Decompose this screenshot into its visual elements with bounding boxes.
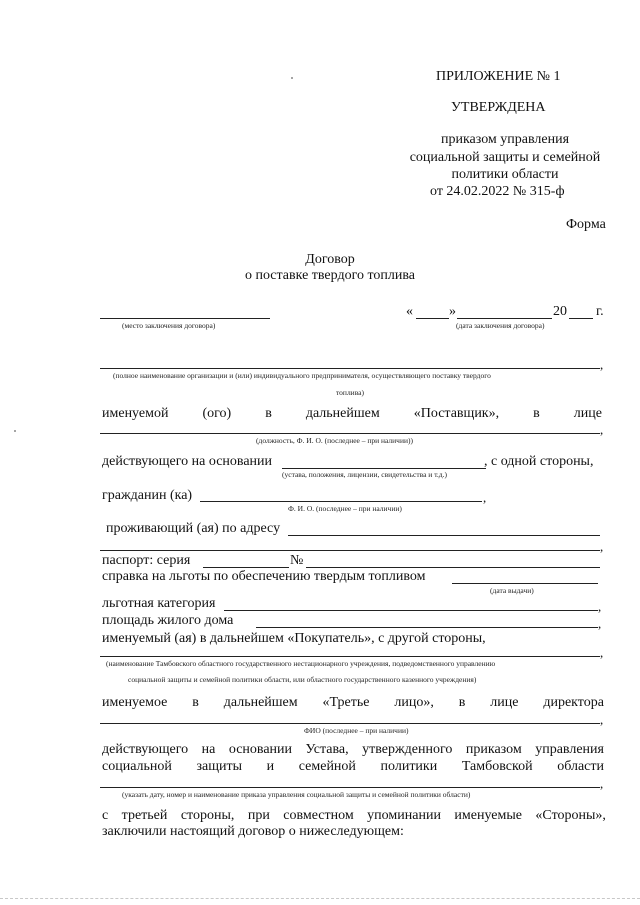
institution-line[interactable]: [100, 656, 600, 657]
comma: ,: [598, 599, 602, 614]
benefit-label: справка на льготы по обеспечению твердым топливом: [102, 569, 426, 584]
approved-label: УТВЕРЖДЕНА: [451, 100, 546, 115]
supplier-position-line[interactable]: [100, 433, 600, 434]
third-party-intro-line: [102, 695, 604, 711]
charter-line: [102, 742, 604, 758]
word: утвержденного: [362, 742, 453, 757]
appendix-number: ПРИЛОЖЕНИЕ № 1: [436, 69, 561, 84]
word: именуемое: [102, 695, 168, 710]
citizen-fio-line[interactable]: [200, 501, 482, 502]
word: семейной: [298, 759, 356, 774]
order-line-2: социальной защиты и семейной: [409, 150, 601, 165]
word: именуемые: [454, 808, 522, 823]
date-hint: (дата заключения договора): [456, 321, 545, 330]
passport-number-label: №: [290, 553, 304, 568]
one-side-text: , с одной стороны,: [484, 454, 594, 469]
order-details-line[interactable]: [100, 787, 600, 788]
address-line-1[interactable]: [288, 535, 600, 536]
scan-edge: [0, 898, 640, 899]
word: основании: [228, 742, 293, 757]
director-fio-hint: ФИО (последнее – при наличии): [304, 726, 409, 735]
word: лице: [490, 695, 519, 710]
basis-line[interactable]: [282, 468, 486, 469]
word: «Третье: [322, 695, 370, 710]
word: «Стороны»,: [535, 808, 606, 823]
word: и: [266, 759, 275, 774]
buyer-text: именуемый (ая) в дальнейшем «Покупатель», с другой стороны,: [102, 631, 486, 646]
year-suffix: г.: [596, 304, 604, 319]
order-date-number: от 24.02.2022 № 315-ф: [430, 184, 565, 199]
order-details-hint: (указать дату, номер и наименование приказа управления социальной защиты и семейной политики области): [122, 790, 471, 799]
citizen-fio-hint: Ф. И. О. (последнее – при наличии): [288, 504, 402, 513]
comma: ,: [600, 539, 604, 554]
basis-label: действующего на основании: [102, 454, 273, 469]
address-line-2[interactable]: [100, 550, 600, 551]
word: на: [201, 742, 216, 757]
word: приказом: [465, 742, 522, 757]
department-line: [102, 759, 604, 775]
word: Устава,: [305, 742, 349, 757]
comma: ,: [600, 357, 604, 372]
month-line[interactable]: [457, 318, 552, 319]
benefit-date-line[interactable]: [452, 583, 598, 584]
word: с: [102, 808, 109, 823]
supplier-name-line[interactable]: [100, 368, 600, 369]
address-label: проживающий (ая) по адресу: [106, 521, 281, 536]
word: защиты: [196, 759, 243, 774]
area-line[interactable]: [256, 627, 598, 628]
word: Тамбовской: [461, 759, 533, 774]
day-line[interactable]: [416, 318, 449, 319]
supplier-name-hint-2: топлива): [336, 388, 364, 397]
word: политики: [380, 759, 438, 774]
word: в: [265, 406, 272, 421]
citizen-label: гражданин (ка): [102, 488, 193, 503]
contract-title: Договор: [305, 252, 355, 267]
year-prefix: 20: [553, 304, 567, 319]
order-line-1: приказом управления: [440, 132, 570, 147]
word: в: [458, 695, 466, 710]
word: лицо»,: [394, 695, 434, 710]
word: упоминании: [367, 808, 441, 823]
area-label: площадь жилого дома: [102, 613, 234, 628]
word: дальнейшем: [305, 406, 380, 421]
basis-hint: (устава, положения, лицензии, свидетельства и т.д.): [282, 470, 447, 479]
category-label: льготная категория: [102, 596, 216, 611]
word: управления: [535, 742, 604, 757]
word: стороны,: [180, 808, 235, 823]
comma: ,: [598, 616, 602, 631]
word: социальной: [102, 759, 172, 774]
passport-number-line[interactable]: [306, 567, 600, 568]
word: директора: [543, 695, 604, 710]
word: области: [557, 759, 604, 774]
word: именуемой: [102, 406, 169, 421]
closing-line-2: заключили настоящий договор о нижеследующем:: [102, 824, 404, 839]
word: лице: [573, 406, 602, 421]
comma: ,: [600, 712, 604, 727]
director-fio-line[interactable]: [100, 723, 600, 724]
supplier-name-hint: (полное наименование организации и (или) индивидуального предпринимателя, осуществляющего поставку твердого: [113, 371, 491, 380]
issue-date-hint: (дата выдачи): [490, 586, 534, 595]
comma: ,: [600, 422, 604, 437]
comma: ,: [600, 776, 604, 791]
word: в: [533, 406, 540, 421]
place-line[interactable]: [100, 318, 270, 319]
quote-open: «: [406, 304, 413, 319]
form-label: Форма: [566, 217, 606, 232]
comma: ,: [483, 490, 487, 505]
word: «Поставщик»,: [413, 406, 500, 421]
word: третьей: [121, 808, 168, 823]
supplier-intro-line: [102, 406, 602, 422]
category-line[interactable]: [224, 610, 598, 611]
closing-line-1: [102, 808, 606, 824]
word: совместном: [283, 808, 354, 823]
word: при: [247, 808, 270, 823]
contract-subtitle: о поставке твердого топлива: [244, 268, 416, 283]
passport-series-line[interactable]: [203, 567, 289, 568]
quote-close: »: [449, 304, 456, 319]
comma: ,: [600, 645, 604, 660]
institution-hint-2: социальной защиты и семейной политики области, или областного государственного казенного учреждения): [128, 675, 477, 684]
order-line-3: политики области: [451, 167, 559, 182]
word: дальнейшем: [223, 695, 298, 710]
word: действующего: [102, 742, 189, 757]
supplier-position-hint: (должность, Ф. И. О. (последнее – при наличии)): [256, 436, 413, 445]
passport-series-label: паспорт: серия: [102, 553, 191, 568]
place-hint: (место заключения договора): [122, 321, 216, 330]
year-line[interactable]: [569, 318, 593, 319]
institution-hint-1: (наименование Тамбовского областного государственного нестационарного учреждения, подведомственного управлению: [106, 659, 496, 668]
word: (ого): [202, 406, 232, 421]
word: в: [192, 695, 199, 710]
